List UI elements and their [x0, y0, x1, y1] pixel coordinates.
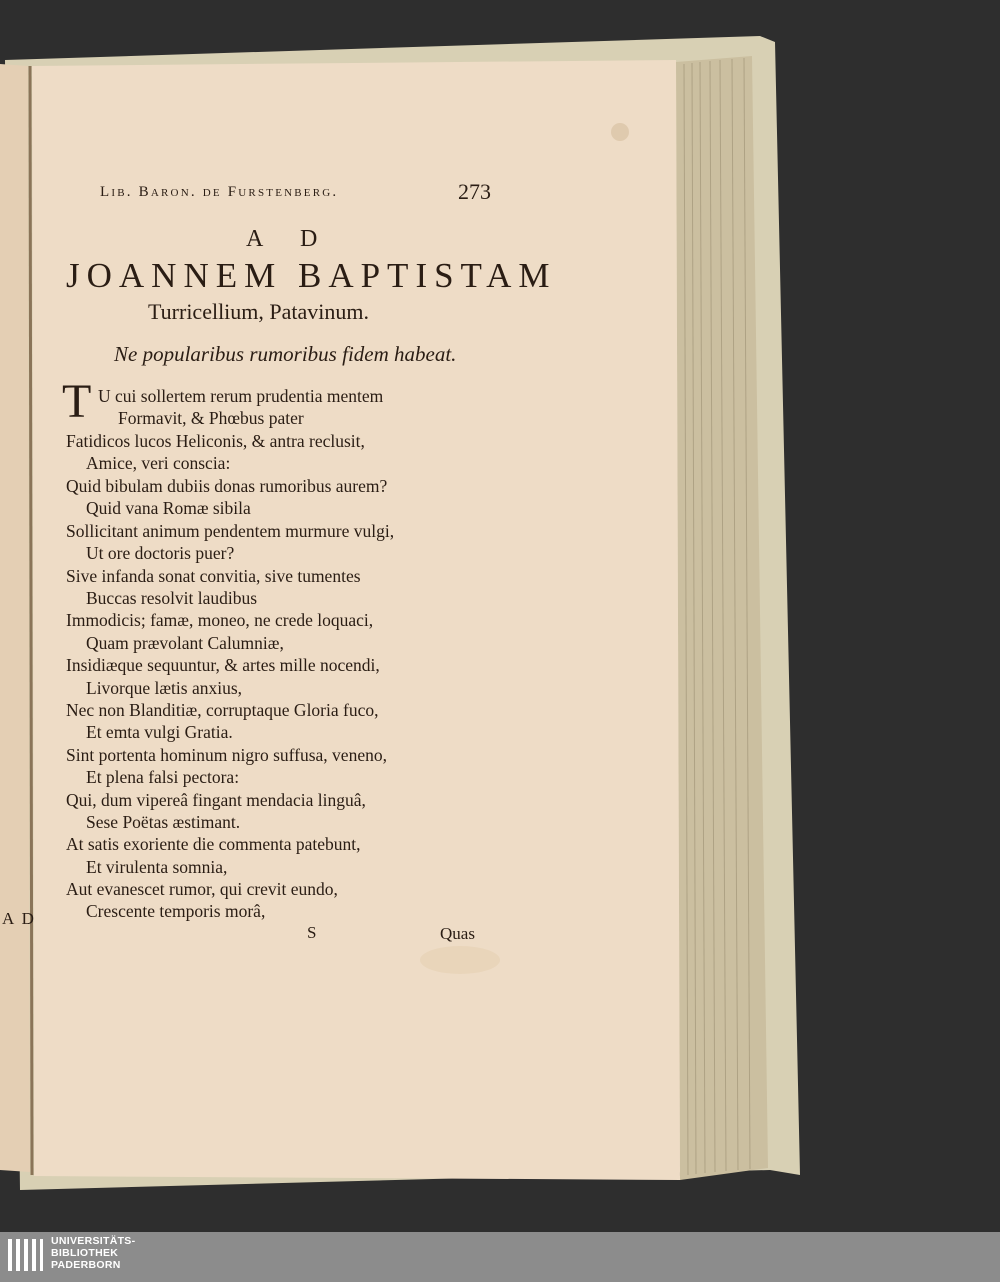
poem-line: Aut evanescet rumor, qui crevit eundo,	[66, 879, 338, 899]
poem-line: Quid vana Romæ sibila	[86, 498, 251, 518]
library-footer	[0, 1232, 1000, 1282]
running-head: Lib. Baron. de Furstenberg.	[100, 184, 339, 200]
poem-line: Crescente temporis morâ,	[86, 901, 266, 921]
poem-line: Buccas resolvit laudibus	[86, 588, 258, 608]
library-name-line: UNIVERSITÄTS-	[51, 1235, 136, 1247]
poem-line: Insidiæque sequuntur, & artes mille nocendi,	[66, 655, 380, 675]
poem-line: U cui sollertem rerum prudentia mentem	[98, 386, 384, 406]
poem-line: Livorque lætis anxius,	[86, 678, 243, 698]
left-margin-note: A D	[2, 909, 36, 928]
library-name	[51, 1235, 135, 1271]
poem-line: Et emta vulgi Gratia.	[86, 722, 233, 742]
motto: Ne popularibus rumoribus fidem habeat.	[114, 342, 457, 366]
poem-line: At satis exoriente die commenta patebunt,	[66, 834, 361, 854]
poem-line: Immodicis; famæ, moneo, ne crede loquaci,	[66, 610, 374, 630]
poem-line: Quid bibulam dubiis donas rumoribus aurem?	[66, 476, 388, 496]
page-number: 273	[458, 179, 491, 204]
drop-cap: T	[62, 375, 92, 428]
poem-line: Nec non Blanditiæ, corruptaque Gloria fuco,	[66, 700, 379, 720]
poem-line: Et virulenta somnia,	[86, 857, 228, 877]
poem-line: Ut ore doctoris puer?	[86, 543, 235, 563]
poem-line: Sollicitant animum pendentem murmure vulgi,	[66, 521, 395, 541]
heading-subtitle: Turricellium, Patavinum.	[148, 299, 370, 324]
catchword: Quas	[440, 924, 475, 943]
heading-name: JOANNEM BAPTISTAM	[66, 256, 557, 295]
poem-line: Sese Poëtas æstimant.	[86, 812, 241, 832]
library-logo-icon	[8, 1235, 44, 1275]
library-name-line: BIBLIOTHEK	[51, 1247, 119, 1259]
poem-line: Et plena falsi pectora:	[86, 767, 240, 787]
library-name-line: PADERBORN	[51, 1259, 121, 1271]
poem-line: Qui, dum vipereâ fingant mendacia linguâ,	[66, 790, 366, 810]
poem-line: Sive infanda sonat convitia, sive tumentes	[66, 566, 361, 586]
heading-ad: A D	[246, 226, 334, 252]
poem-line: Sint portenta hominum nigro suffusa, veneno,	[66, 745, 387, 765]
signature-mark: S	[307, 923, 317, 942]
poem-line: Amice, veri conscia:	[86, 453, 231, 473]
poem-line: Formavit, & Phœbus pater	[118, 408, 304, 428]
poem-line: Quam prævolant Calumniæ,	[86, 633, 284, 653]
poem-line: Fatidicos lucos Heliconis, & antra reclusit,	[66, 431, 365, 451]
